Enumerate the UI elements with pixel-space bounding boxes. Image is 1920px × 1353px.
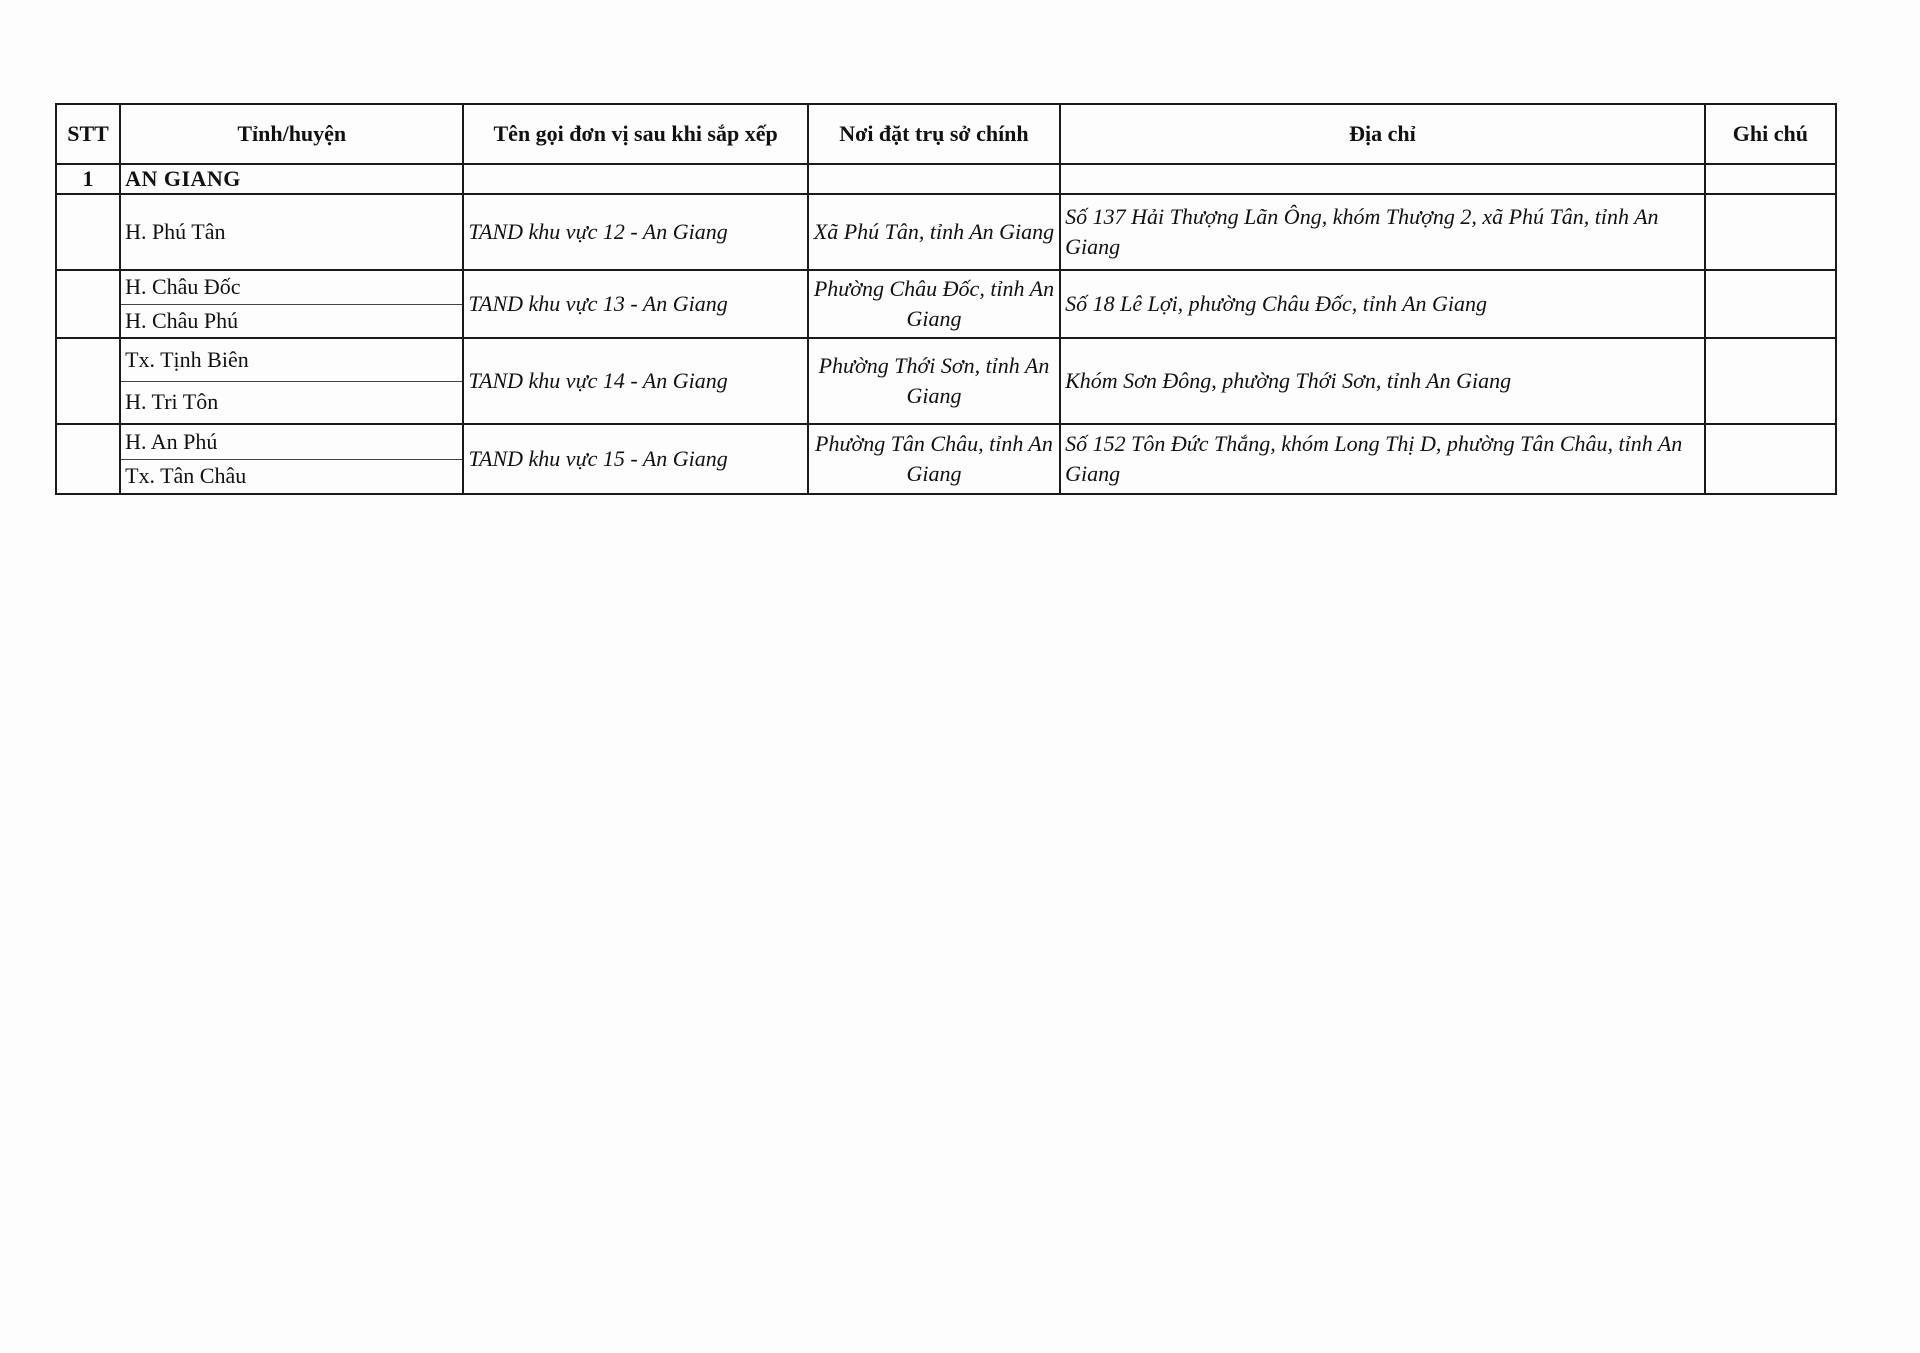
stt-cell-empty: [56, 194, 120, 270]
table-row: [56, 270, 1836, 338]
court-reorganization-table: [55, 103, 1837, 495]
unit-name-cell: TAND khu vực 15 - An Giang: [463, 424, 807, 494]
header-headquarters: Nơi đặt trụ sở chính: [808, 104, 1060, 164]
stt-cell-empty: [56, 424, 120, 494]
header-stt: STT: [56, 104, 120, 164]
header-district: Tỉnh/huyện: [120, 104, 463, 164]
address-cell: Số 152 Tôn Đức Thắng, khóm Long Thị D, phường Tân Châu, tỉnh An Giang: [1060, 424, 1705, 494]
district-cell: [120, 424, 463, 494]
table-row: [56, 424, 1836, 494]
province-name: AN GIANG: [120, 164, 463, 194]
note-cell: [1705, 424, 1836, 494]
province-row: [56, 164, 1836, 194]
district-name: H. Châu Đốc: [125, 274, 241, 300]
empty-cell: [808, 164, 1060, 194]
empty-cell: [463, 164, 807, 194]
address-cell: Số 18 Lê Lợi, phường Châu Đốc, tỉnh An Giang: [1060, 270, 1705, 338]
table-row: [56, 338, 1836, 424]
district-cell: [120, 194, 463, 270]
header-address: Địa chỉ: [1060, 104, 1705, 164]
header-unit-name: Tên gọi đơn vị sau khi sắp xếp: [463, 104, 807, 164]
district-cell: [120, 270, 463, 338]
note-cell: [1705, 194, 1836, 270]
stt-cell-empty: [56, 338, 120, 424]
district-name: H. Tri Tôn: [121, 381, 462, 424]
headquarters-cell: Phường Tân Châu, tỉnh An Giang: [808, 424, 1060, 494]
unit-name-cell: TAND khu vực 12 - An Giang: [463, 194, 807, 270]
header-row: [56, 104, 1836, 164]
empty-cell: [1705, 164, 1836, 194]
table-row: [56, 194, 1836, 270]
address-cell: Số 137 Hải Thượng Lãn Ông, khóm Thượng 2, xã Phú Tân, tỉnh An Giang: [1060, 194, 1705, 270]
district-name: Tx. Tân Châu: [121, 459, 462, 494]
district-name: H. Phú Tân: [125, 219, 226, 244]
headquarters-cell: Phường Châu Đốc, tỉnh An Giang: [808, 270, 1060, 338]
province-stt: 1: [56, 164, 120, 194]
unit-name-cell: TAND khu vực 14 - An Giang: [463, 338, 807, 424]
district-name: Tx. Tịnh Biên: [125, 346, 249, 372]
district-name: H. Châu Phú: [121, 304, 462, 338]
district-name: H. An Phú: [125, 428, 218, 454]
empty-cell: [1060, 164, 1705, 194]
headquarters-cell: Phường Thới Sơn, tỉnh An Giang: [808, 338, 1060, 424]
unit-name-cell: TAND khu vực 13 - An Giang: [463, 270, 807, 338]
note-cell: [1705, 270, 1836, 338]
stt-cell-empty: [56, 270, 120, 338]
address-cell: Khóm Sơn Đông, phường Thới Sơn, tỉnh An Giang: [1060, 338, 1705, 424]
district-cell: [120, 338, 463, 424]
header-note: Ghi chú: [1705, 104, 1836, 164]
headquarters-cell: Xã Phú Tân, tỉnh An Giang: [808, 194, 1060, 270]
note-cell: [1705, 338, 1836, 424]
